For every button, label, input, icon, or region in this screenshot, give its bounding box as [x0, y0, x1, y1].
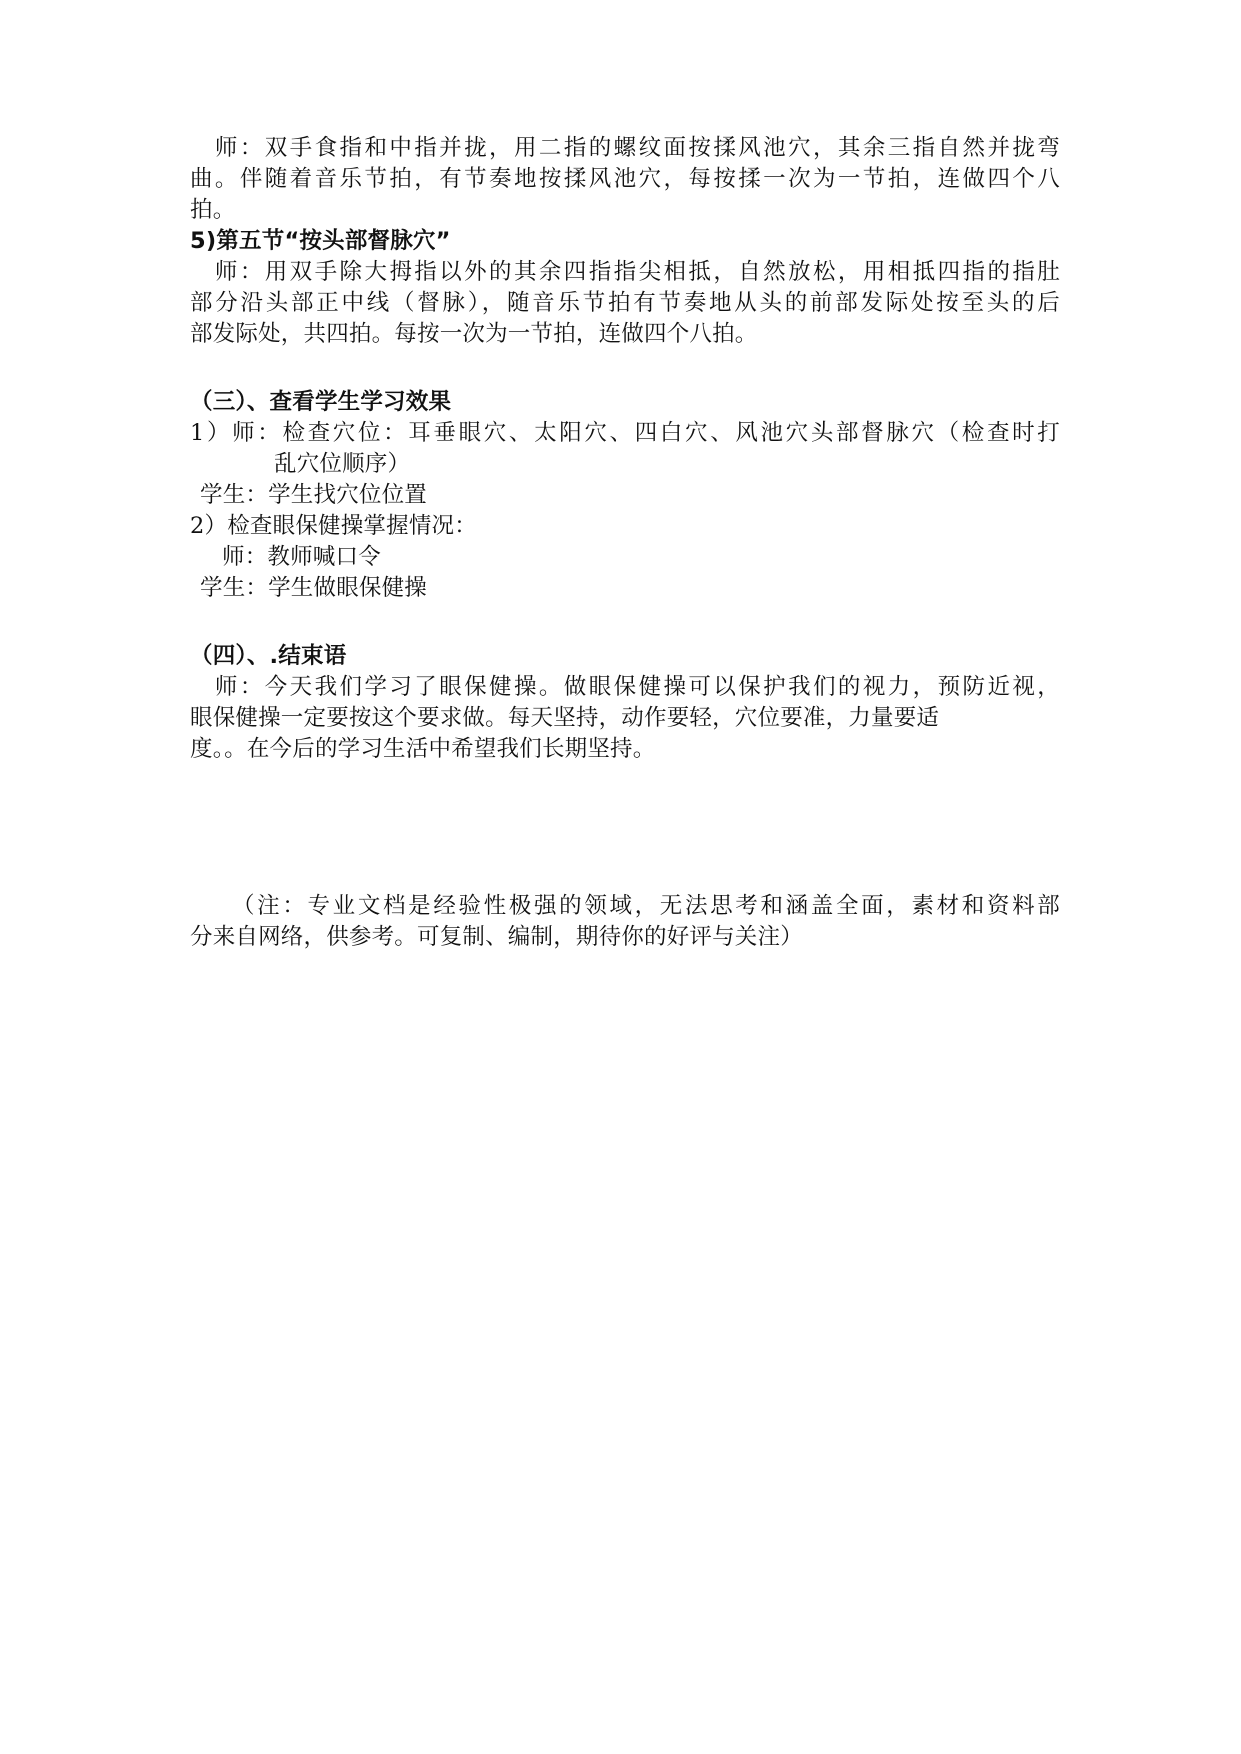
section3-item2: 2）检查眼保健操掌握情况：	[190, 513, 477, 539]
section5-line2: 部分沿头部正中线（督脉），随音乐节拍有节奏地从头的前部发际处按至头的后	[190, 290, 1060, 316]
section3-item2-student: 学生：学生做眼保健操	[200, 575, 428, 601]
section5-line1: 师：用双手除大拇指以外的其余四指指尖相抵，自然放松，用相抵四指的指肚	[190, 259, 1060, 285]
section3-item2-teacher: 师：教师喊口令	[222, 544, 381, 570]
section5-line3: 部发际处，共四拍。每按一次为一节拍，连做四个八拍。	[190, 321, 758, 347]
para1-line2: 曲。伴随着音乐节拍，有节奏地按揉风池穴，每按揉一次为一节拍，连做四个八	[190, 166, 1060, 192]
section4-line2: 眼保健操一定要按这个要求做。每天坚持，动作要轻，穴位要准，力量要适	[190, 705, 940, 731]
section3-item1-student: 学生：学生找穴位位置	[200, 482, 428, 508]
section4-line1: 师：今天我们学习了眼保健操。做眼保健操可以保护我们的视力，预防近视，	[190, 674, 1060, 700]
section5-heading: 5)第五节“按头部督脉穴”	[190, 228, 451, 254]
section4-line3: 度。。在今后的学习生活中希望我们长期坚持。	[190, 736, 656, 762]
para1-line1: 师：双手食指和中指并拢，用二指的螺纹面按揉风池穴，其余三指自然并拢弯	[190, 135, 1060, 161]
section3-item1-line2: 乱穴位顺序）	[274, 451, 411, 477]
note-line2: 分来自网络，供参考。可复制、编制，期待你的好评与关注）	[190, 924, 803, 950]
section3-item1-line1: 1）师：检查穴位：耳垂眼穴、太阳穴、四白穴、风池穴头部督脉穴（检查时打	[190, 420, 1060, 446]
section4-heading: （四）、.结束语	[190, 643, 347, 669]
para1-line3: 拍。	[190, 197, 236, 223]
note-line1: （注：专业文档是经验性极强的领域，无法思考和涵盖全面，素材和资料部	[232, 893, 1060, 919]
section3-heading: （三）、查看学生学习效果	[190, 389, 452, 415]
